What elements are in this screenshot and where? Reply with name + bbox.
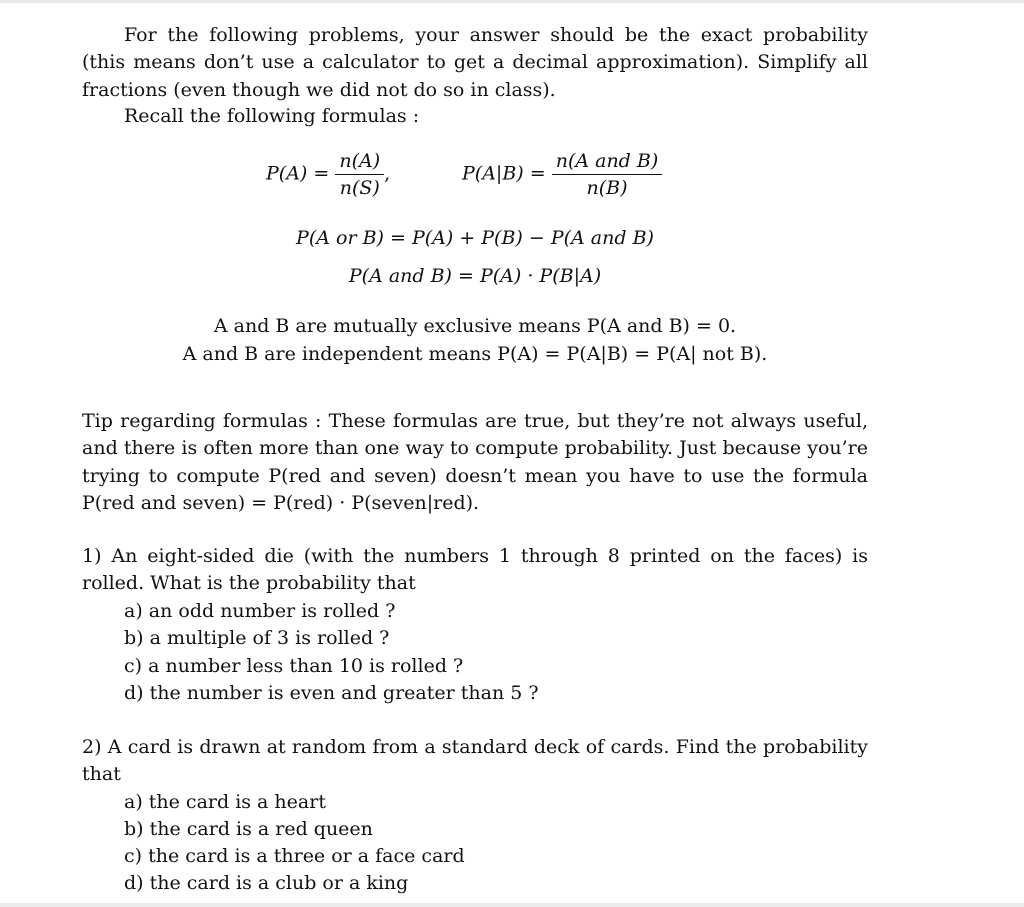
formula-pa-comma: , <box>384 162 391 185</box>
formula-pab-fraction <box>552 150 663 199</box>
problem-2-part-a: a) the card is a heart <box>124 791 326 813</box>
problem-1-part-c: c) a number less than 10 is rolled ? <box>124 655 464 677</box>
intro-paragraph: For the following problems, your answer should be the exact probability (this means don’t use a calculator to get a decimal approximation). Simplify all fractions (even though we did not do so in class). <box>82 24 868 101</box>
problem-2-part-c: c) the card is a three or a face card <box>124 845 465 867</box>
problem-2-part-b: b) the card is a red queen <box>124 818 373 840</box>
formula-pa-numerator: n(A) <box>335 150 384 175</box>
formula-pab-lhs: P(A|B) = <box>462 162 546 185</box>
formula-pab-numerator: n(A and B) <box>552 150 663 175</box>
mutually-exclusive-definition: A and B are mutually exclusive means P(A and B) = 0. <box>213 315 737 337</box>
problem-2-part-d: d) the card is a club or a king <box>124 872 409 894</box>
formula-probability <box>266 150 390 199</box>
problem-1-part-d: d) the number is even and greater than 5 ? <box>124 682 539 704</box>
problem-2-prompt: 2) A card is drawn at random from a standard deck of cards. Find the probability that <box>82 736 868 786</box>
formula-pa-denominator: n(S) <box>339 177 380 199</box>
tip-paragraph: Tip regarding formulas : These formulas are true, but they’re not always useful, and there is often more than one way to compute probability. Just because you’re trying to compute P(red and seven) doesn’t mean you have to use the formula P(red and seven) = P(red) · P(seven|red). <box>82 410 868 515</box>
formula-or-rule: P(A or B) = P(A) + P(B) − P(A and B) <box>296 227 654 249</box>
formula-pa-fraction <box>335 150 384 199</box>
recall-heading: Recall the following formulas : <box>124 105 420 127</box>
independent-definition: A and B are independent means P(A) = P(A|B) = P(A| not B). <box>182 343 768 365</box>
bottom-border <box>0 903 1024 907</box>
formula-conditional <box>462 150 662 199</box>
problem-1-prompt: 1) An eight-sided die (with the numbers 1 through 8 printed on the faces) is rolled. What is the probability that <box>82 545 868 595</box>
problem-1-part-b: b) a multiple of 3 is rolled ? <box>124 627 390 649</box>
formula-pa-lhs: P(A) = <box>266 162 330 185</box>
problem-1-part-a: a) an odd number is rolled ? <box>124 600 396 622</box>
formula-and-rule: P(A and B) = P(A) · P(B|A) <box>348 265 602 287</box>
top-border <box>0 0 1024 3</box>
formula-pab-denominator: n(B) <box>586 177 628 199</box>
